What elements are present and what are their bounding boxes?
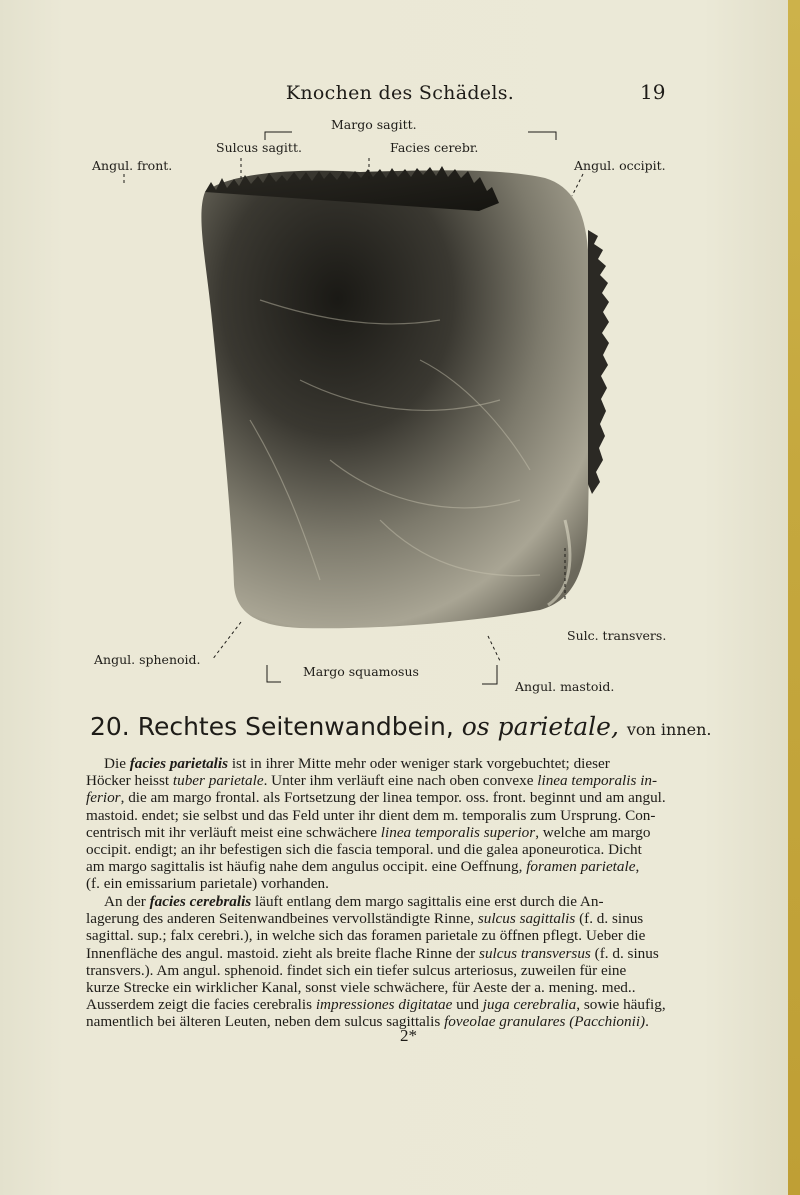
- section-heading: [90, 712, 790, 741]
- page-number: 19: [640, 80, 666, 104]
- occipital-margin: [588, 230, 609, 494]
- running-title: Knochen des Schädels.: [285, 82, 515, 104]
- heading-suffix: von innen.: [626, 720, 712, 739]
- label-angul-occipit: Angul. occipit.: [574, 158, 666, 173]
- bracket-bottom-right: [482, 665, 497, 684]
- heading-number-title: 20. Rechtes Seitenwandbein,: [90, 712, 454, 741]
- label-angul-front: Angul. front.: [92, 158, 173, 173]
- label-angul-mastoid: Angul. mastoid.: [515, 679, 615, 694]
- bracket-right: [528, 132, 556, 140]
- paragraph-facies-cerebralis: An der facies cerebralis läuft entlang dem margo sagittalis eine erst durch die An- lagerung des anderen Seitenwandbeines vervollständigte Rinne, sulcus sagittalis (f. d. sinus sagittal. sup.; falx cerebri.), in welche sich das foramen parietale zu öffnen pflegt. Ueber die Innenfläche des angul. mastoid. zieht als breite flache Rinne der sulcus transversus (f. d. sinus transvers.). Am angul. sphenoid. findet sich ein tiefer sulcus arteriosus, zuweilen für eine kurze Strecke ein wirklicher Kanal, sonst viele schwächere, für Aeste der a. mening. med.. Ausserdem zeigt die facies cerebralis impressiones digitatae und juga cerebralia, sowie häufig, namentlich bei älteren Leuten, neben dem sulcus sagittalis foveolae granulares (Pacchionii).: [86, 893, 666, 1031]
- label-sulcus-sagitt: Sulcus sagitt.: [216, 140, 302, 155]
- label-sulc-transvers: Sulc. transvers.: [567, 628, 667, 643]
- bone-body: [201, 170, 590, 628]
- bracket-left: [265, 132, 292, 140]
- bracket-bottom-left: [267, 665, 281, 682]
- signature-mark: 2*: [400, 1026, 417, 1045]
- label-facies-cerebr: Facies cerebr.: [390, 140, 479, 155]
- paragraph-facies-parietalis: Die facies parietalis ist in ihrer Mitte mehr oder weniger stark vorgebuchtet; dieser Höcker heisst tuber parietale. Unter ihm verläuft eine nach oben convexe linea temporalis in- ferior, die am margo frontal. als Fortsetzung der linea tempor. oss. front. beginnt und am angul. mastoid. endet; sie selbst und das Feld unter ihr dient dem m. temporalis zum Ursprung. Con- centrisch mit ihr verläuft meist eine schwächere linea temporalis superior, welche am margo occipit. endigt; an ihr befestigen sich die fascia temporal. und die galea aponeurotica. Dicht am margo sagittalis ist häufig nahe dem angulus occipit. eine Oeffnung, foramen parietale, (f. ein emissarium parietale) vorhanden.: [86, 755, 666, 893]
- label-margo-sagitt: Margo sagitt.: [331, 117, 417, 132]
- heading-latin-name: os parietale,: [461, 712, 619, 741]
- label-margo-squamosus: Margo squamosus: [303, 664, 419, 679]
- label-angul-sphenoid: Angul. sphenoid.: [94, 652, 201, 667]
